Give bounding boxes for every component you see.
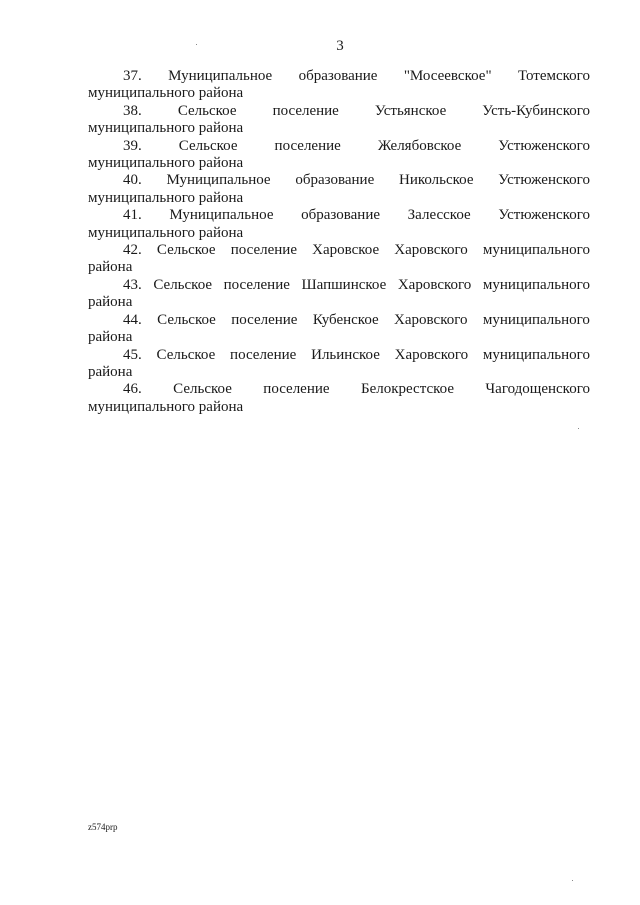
list-item-continuation: муниципального района: [88, 189, 244, 206]
item-word: поселение: [263, 381, 330, 398]
list-item-continuation: района: [88, 329, 133, 346]
item-word: муниципального: [482, 242, 590, 259]
list-item-first-line: [88, 207, 590, 224]
item-number: 45.: [123, 346, 142, 363]
item-number: 44.: [123, 311, 142, 328]
item-word: поселение: [231, 311, 298, 328]
list-item-continuation: муниципального района: [88, 155, 244, 172]
list-item-continuation: муниципального района: [88, 85, 244, 102]
item-word: образование: [301, 207, 381, 224]
item-number: 42.: [123, 242, 142, 259]
item-word: Шапшинское: [301, 276, 387, 293]
item-number: 43.: [123, 276, 142, 293]
item-word: Сельское: [157, 311, 216, 328]
list-item-first-line: [88, 277, 590, 294]
item-word: Устюженского: [498, 172, 590, 189]
item-word: Сельское: [173, 381, 232, 398]
list-item-continuation: района: [88, 259, 133, 276]
page-number: 3: [336, 38, 344, 54]
item-word: муниципального: [482, 276, 590, 293]
item-word: Усть-Кубинского: [482, 102, 590, 119]
item-word: поселение: [230, 242, 297, 259]
list-item-continuation: муниципального района: [88, 398, 244, 415]
list-item-continuation: района: [88, 294, 133, 311]
item-word: Сельское: [178, 137, 238, 154]
list-item-continuation: муниципального района: [88, 224, 244, 241]
item-word: муниципального: [482, 346, 590, 363]
list-item-first-line: [88, 312, 590, 329]
list-item: [88, 381, 590, 416]
item-word: Сельское: [177, 102, 237, 119]
item-word: поселение: [223, 276, 290, 293]
list-item: [88, 347, 590, 382]
list-item: [88, 172, 590, 207]
list-item-first-line: [88, 103, 590, 120]
item-word: Тотемского: [517, 68, 590, 84]
item-word: Кубенское: [312, 311, 379, 328]
list-item-first-line: [88, 138, 590, 155]
item-word: поселение: [230, 346, 297, 363]
item-word: Залесское: [407, 207, 471, 224]
scan-speck: [572, 880, 573, 881]
item-word: Чагодощенского: [485, 381, 590, 398]
item-word: Харовского: [397, 276, 472, 293]
item-word: образование: [298, 68, 378, 84]
list-item: [88, 277, 590, 312]
item-word: Устюженского: [498, 207, 590, 224]
list-item: [88, 242, 590, 277]
item-number: 46.: [123, 381, 142, 398]
list-item-continuation: района: [88, 363, 133, 380]
item-word: Сельское: [156, 242, 216, 259]
item-word: Харовского: [394, 242, 468, 259]
list-item-first-line: [88, 381, 590, 398]
scan-speck: [196, 44, 197, 45]
item-word: "Мосеевское": [403, 68, 492, 84]
list-item-first-line: [88, 68, 590, 85]
item-word: Белокрестское: [360, 381, 454, 398]
list-item: [88, 103, 590, 138]
item-word: поселение: [274, 137, 341, 154]
item-word: Муниципальное: [168, 68, 273, 84]
item-word: Муниципальное: [169, 207, 274, 224]
item-number: 40.: [123, 172, 142, 189]
item-word: Устьянское: [374, 102, 447, 119]
item-word: Харовское: [312, 242, 380, 259]
item-word: Устюженского: [498, 137, 590, 154]
item-word: Желябовское: [377, 137, 462, 154]
item-number: 38.: [123, 102, 142, 119]
item-word: поселение: [272, 102, 339, 119]
list-item: [88, 312, 590, 347]
list-item-first-line: [88, 242, 590, 259]
list-item: [88, 207, 590, 242]
scan-speck: [578, 428, 579, 429]
list-item-first-line: [88, 172, 590, 189]
document-code: z574prp: [88, 822, 118, 832]
item-word: Никольское: [398, 172, 474, 189]
item-word: Сельское: [153, 276, 213, 293]
item-word: Ильинское: [311, 346, 380, 363]
list-item-continuation: муниципального района: [88, 120, 244, 137]
item-number: 37.: [123, 68, 142, 84]
settlement-list: [88, 68, 590, 416]
item-word: Сельское: [156, 346, 216, 363]
list-item: [88, 138, 590, 173]
item-word: образование: [295, 172, 375, 189]
item-number: 39.: [123, 137, 142, 154]
item-word: Харовского: [394, 346, 469, 363]
item-number: 41.: [123, 207, 142, 224]
item-word: Муниципальное: [166, 172, 271, 189]
item-word: Харовского: [394, 311, 468, 328]
list-item: [88, 68, 590, 103]
list-item-first-line: [88, 347, 590, 364]
item-word: муниципального: [482, 311, 590, 328]
